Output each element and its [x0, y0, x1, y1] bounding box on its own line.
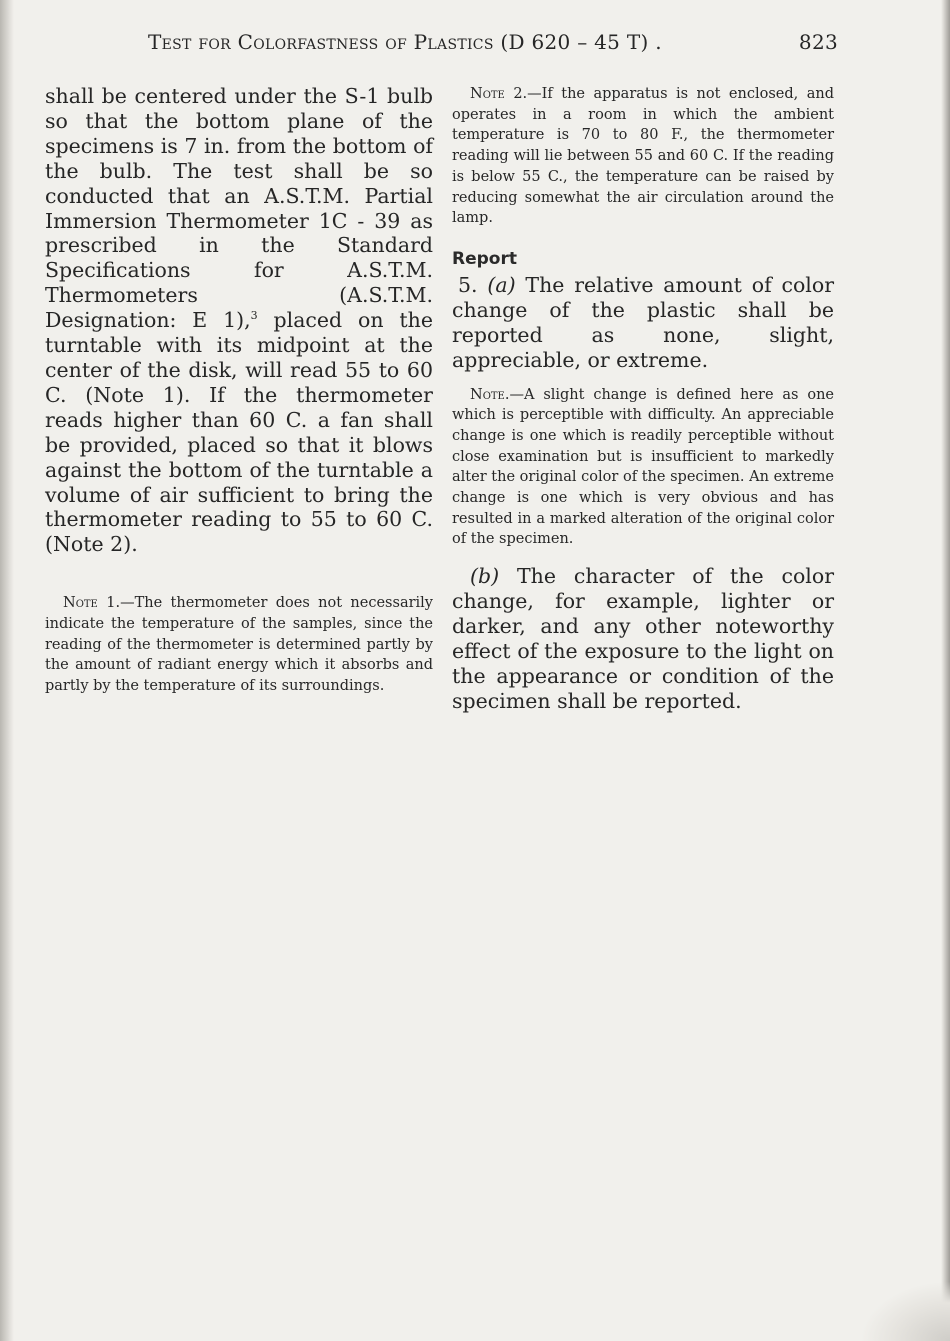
left-column — [45, 84, 433, 697]
page-header — [148, 30, 838, 62]
paragraph-label-b: (b) — [470, 564, 500, 589]
note-2-lead: Note 2. — [470, 86, 528, 102]
note-2 — [452, 84, 834, 229]
footnote-reference: 3 — [250, 309, 258, 323]
note-text: —A slight change is defined here as one which is perceptible with difficulty. An appreciable change is one which is readily perceptible without close examination but is insufficient to markedly alter the original color of the specimen. An extreme change is one which is very obvious and has resulted in a marked alteration of the original color of the specimen. — [452, 386, 834, 548]
paragraph-5a-text: The relative amount of color change of the plastic shall be reported as none, slight, appreciable, or extreme. — [452, 272, 834, 372]
paragraph-text-continued: placed on the turntable with its midpoint at the center of the disk, will read 55 to 60 C. (Note 1). If the thermometer reads higher than 60 C. a fan shall be provided, placed so that it blows against the bottom of the turntable a volume of air sufficient to bring the thermometer reading to 55 to 60 C. (Note 2). — [45, 308, 433, 557]
page-number: 823 — [798, 30, 838, 54]
note-lead: Note. — [470, 386, 510, 403]
running-head: Test for Colorfastness of Plastics (D 620 – 45 T) . — [148, 30, 662, 54]
paragraph-5a — [452, 273, 834, 373]
body-paragraph-left — [45, 84, 433, 557]
paragraph-label-a: (a) — [487, 272, 516, 297]
section-heading-report: Report — [452, 248, 517, 269]
page-right-edge-shadow — [941, 0, 950, 1341]
paragraph-text: shall be centered under the S-1 bulb so that the bottom plane of the specimens is 7 in. from the bottom of the bulb. The test shall be so conducted that an A.S.T.M. Partial Immersion Thermometer 1C - 39 as prescribed in the Standard Specifications for A.S.T.M. Thermometers (A.S.T.M. Designation: E 1), — [45, 84, 433, 333]
note-definitions — [452, 385, 834, 551]
paragraph-5b-text: The character of the color change, for example, lighter or darker, and any other noteworthy effect of the exposure to the light on the appearance or condition of the specimen shall be reported. — [452, 564, 834, 713]
note-1 — [45, 593, 433, 697]
note-1-lead: Note 1. — [63, 595, 121, 612]
page-left-edge-shadow — [0, 0, 14, 1341]
paragraph-5b — [452, 564, 834, 713]
paragraph-number: 5. — [458, 272, 488, 297]
page-corner-curl — [860, 1281, 950, 1341]
note-1-text: —The thermometer does not necessarily indicate the temperature of the samples, since the reading of the thermometer is determined partly by the amount of radiant energy which it absorbs and partly by the temperature of its surroundings. — [45, 595, 433, 695]
note-2-text: —If the apparatus is not enclosed, and operates in a room in which the ambient temperature is 70 to 80 F., the thermometer reading will lie between 55 and 60 C. If the reading is below 55 C., the temperature can be raised by reducing somewhat the air circulation around the lamp. — [452, 86, 834, 227]
right-column — [452, 84, 834, 714]
